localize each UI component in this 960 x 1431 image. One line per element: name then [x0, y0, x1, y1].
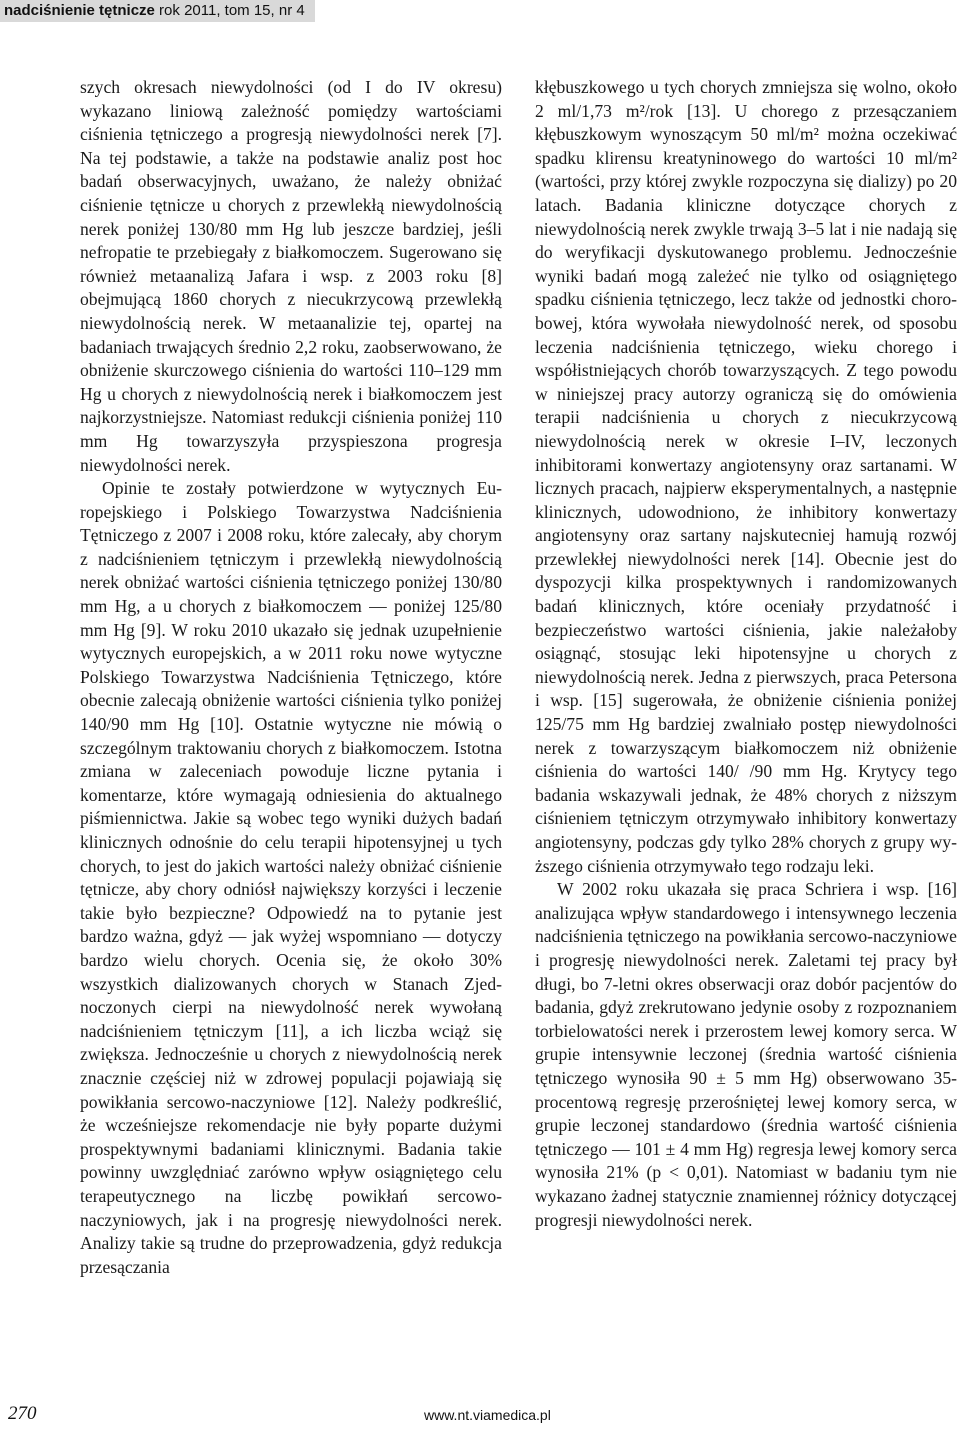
left-paragraph-2: Opinie te zostały potwierdzone w wytycznych Europejskiego i Polskiego Towarzystwa Nadciśnienia Tętniczego z 2007 i 2008 roku, które zalecały, aby chorym z nadciśnieniem tętniczym i przewlekłą niewydolnością nerek obniżać wartości ciśnienia tętniczego poniżej 130/80 mm Hg, a u chorych z białkomoczem — poniżej 125/80 mm Hg [9]. W roku 2010 ukazało się jednak uzupełnienie wytycznych europejskich, a w 2011 roku nowe wytyczne Polskiego Towarzystwa Nadciśnienia Tętniczego, które obecnie zalecają obniżenie wartości ciśnienia tylko poniżej 140/90 mm Hg [10]. Ostatnie wytyczne nie mówią o szczególnym traktowaniu chorych z białkomoczem. Istotna zmiana w zaleceniach powoduje liczne pytania i komentarze, które wymagają odniesienia do aktualnego piśmiennictwa. Jakie są wobec tego wyniki dużych badań klinicznych odnośnie do celu terapii hipotensyjnej u tych chorych, to jest do jakich wartości należy obniżać ciśnienie tętnicze, aby chory odniósł największy korzyści i leczenie takie było bezpieczne? Odpowiedź na to pytanie jest bardzo ważna, gdyż — jak wyżej wspomniano — dotyczy bardzo wielu chorych. Ocenia się, że około 30% wszystkich dializowanych chorych w Stanach Zjednoczonych cierpi na niewydolność nerek wywołaną nadciśnieniem tętniczym [11], a ich liczba wciąż się zwiększa. Jednocześnie u chorych z niewydolnością nerek znacznie częściej niż w zdrowej populacji pojawiają się powikłania sercowo-naczyniowe [12]. Należy podkreślić, że wcześniejsze rekomendacje nie były poparte dużymi prospektywnymi badaniami klinicznymi. Badania takie powinny uwzględniać zarówno wpływ osiągniętego celu terapeutycznego na liczbę powikłań sercowo-naczyniowych, jak i na progresję niewydolności nerek. Analizy takie są trudne do przeprowadzenia, gdyż redukcja przesączania: [80, 478, 502, 1277]
right-column: [535, 76, 957, 1232]
page-number: 270: [8, 1403, 37, 1424]
right-paragraph-1: kłębuszkowego u tych chorych zmniejsza się wolno, około 2 ml/1,73 m²/rok [13]. U chorego z przesączaniem kłębuszkowym wynoszącym 50 ml/m² można oczekiwać spadku klirensu kreatyninowego do wartości 10 ml/m² (wartości, przy której zwykle rozpoczyna się dializy) po 20 latach. Badania kliniczne dotyczące chorych z niewydolnością nerek zwykle trwają 3–5 lat i nie nadają się do weryfikacji dyskutowanego problemu. Jednocześnie wyniki badań mogą zależeć nie tylko od osiągniętego spadku ciśnienia tętniczego, lecz także od jednostki chorobowej, która wywołała niewydolność nerek, od sposobu leczenia nadciśnienia tętniczego, wieku chorego i współistniejących chorób towarzyszących. Z tego powodu w niniejszej pracy autorzy ograniczą się do omówienia terapii nadciśnienia u chorych z niecukrzycową niewydolnością nerek w okresie I–IV, leczonych inhibitorami konwertazy angiotensyny oraz sartanami. W licznych pracach, najpierw eksperymentalnych, a następnie klinicznych, udowodniono, że inhibitory konwertazy angiotensyny oraz sartany najskutecniej hamują rozwój przewlekłej niewydolności nerek [14]. Obecnie jest do dyspozycji kilka prospektywnych i randomizowanych badań klinicznych, które oceniały przydatność i bezpieczeństwo wartości ciśnienia, jakie należałoby osiągnąć, stosując leki hipotensyjne u chorych z niewydolnością nerek. Jedna z pierwszych, praca Petersona i wsp. [15] sugerowała, że obniżenie ciśnienia poniżej 125/75 mm Hg bardziej zwalniało postęp niewydolności nerek z towarzyszącym białkomoczem niż obniżenie ciśnienia do wartości 140/ /90 mm Hg. Krytycy tego badania wskazywali jednak, że 48% chorych z niższym ciśnieniem tętniczym otrzymywało inhibitory konwertazy angiotensyny, podczas gdy tylko 28% chorych z grupy wyższego ciśnienia otrzymywało tego rodzaju leki.: [535, 77, 957, 876]
left-paragraph-1: szych okresach niewydolności (od I do IV okresu) wykazano liniową zależność pomiędzy wartościami ciśnienia tętniczego a progresją niewydolności nerek [7]. Na tej podstawie, a także na podstawie analiz post hoc badań obserwacyjnych, uważano, że należy obniżać ciśnienie tętnicze u chorych z przewlekłą niewydolnością nerek poniżej 130/80 mm Hg lub jeszcze bardziej, jeśli nefropatie te przebiegały z białkomoczem. Sugerowano się również metaanalizą Jafara i wsp. z 2003 roku [8] obejmującą 1860 chorych z niecukrzycową przewlekłą niewydolnością nerek. W metaanalizie tej, opartej na badaniach trwających średnio 2,2 roku, zaobserwowano, że obniżenie skurczowego ciśnienia do wartości 110–129 mm Hg u chorych z niewydolnością nerek i białkomoczem jest najkorzystniejsze. Natomiast redukcji ciśnienia poniżej 110 mm Hg towarzyszyła przyspieszona progresja niewydolności nerek.: [80, 77, 502, 475]
left-column: [80, 76, 502, 1279]
journal-title: nadciśnienie tętnicze: [4, 2, 155, 19]
running-head: [0, 0, 315, 22]
right-paragraph-2: W 2002 roku ukazała się praca Schriera i wsp. [16] analizująca wpływ standardowego i intensywnego leczenia nadciśnienia tętniczego na powikłania sercowo-naczyniowe i progresję niewydolności nerek. Zaletami tej pracy był długi, bo 7-letni okres obserwacji oraz dobór pacjentów do badania, gdyż zrekrutowano jedynie osoby z rozpoznaniem torbielowatości nerek i przerostem lewej komory serca. W grupie intensywnie leczonej (średnia wartość ciśnienia tętniczego wynosiła 90 ± 5 mm Hg) obserwowano 35-procentową regresję przerośniętej lewej komory serca, w grupie leczonej standardowo (średnia wartość ciśnienia tętniczego — 101 ± 4 mm Hg) regresja lewej komory serca wynosiła 21% (p < 0,01). Natomiast w badaniu tym nie wykazano żadnej statycznie znamiennej różnicy dotyczącej progresji niewydolności nerek.: [535, 879, 957, 1230]
footer-url[interactable]: www.nt.viamedica.pl: [424, 1407, 551, 1423]
issue-info: rok 2011, tom 15, nr 4: [154, 2, 305, 19]
